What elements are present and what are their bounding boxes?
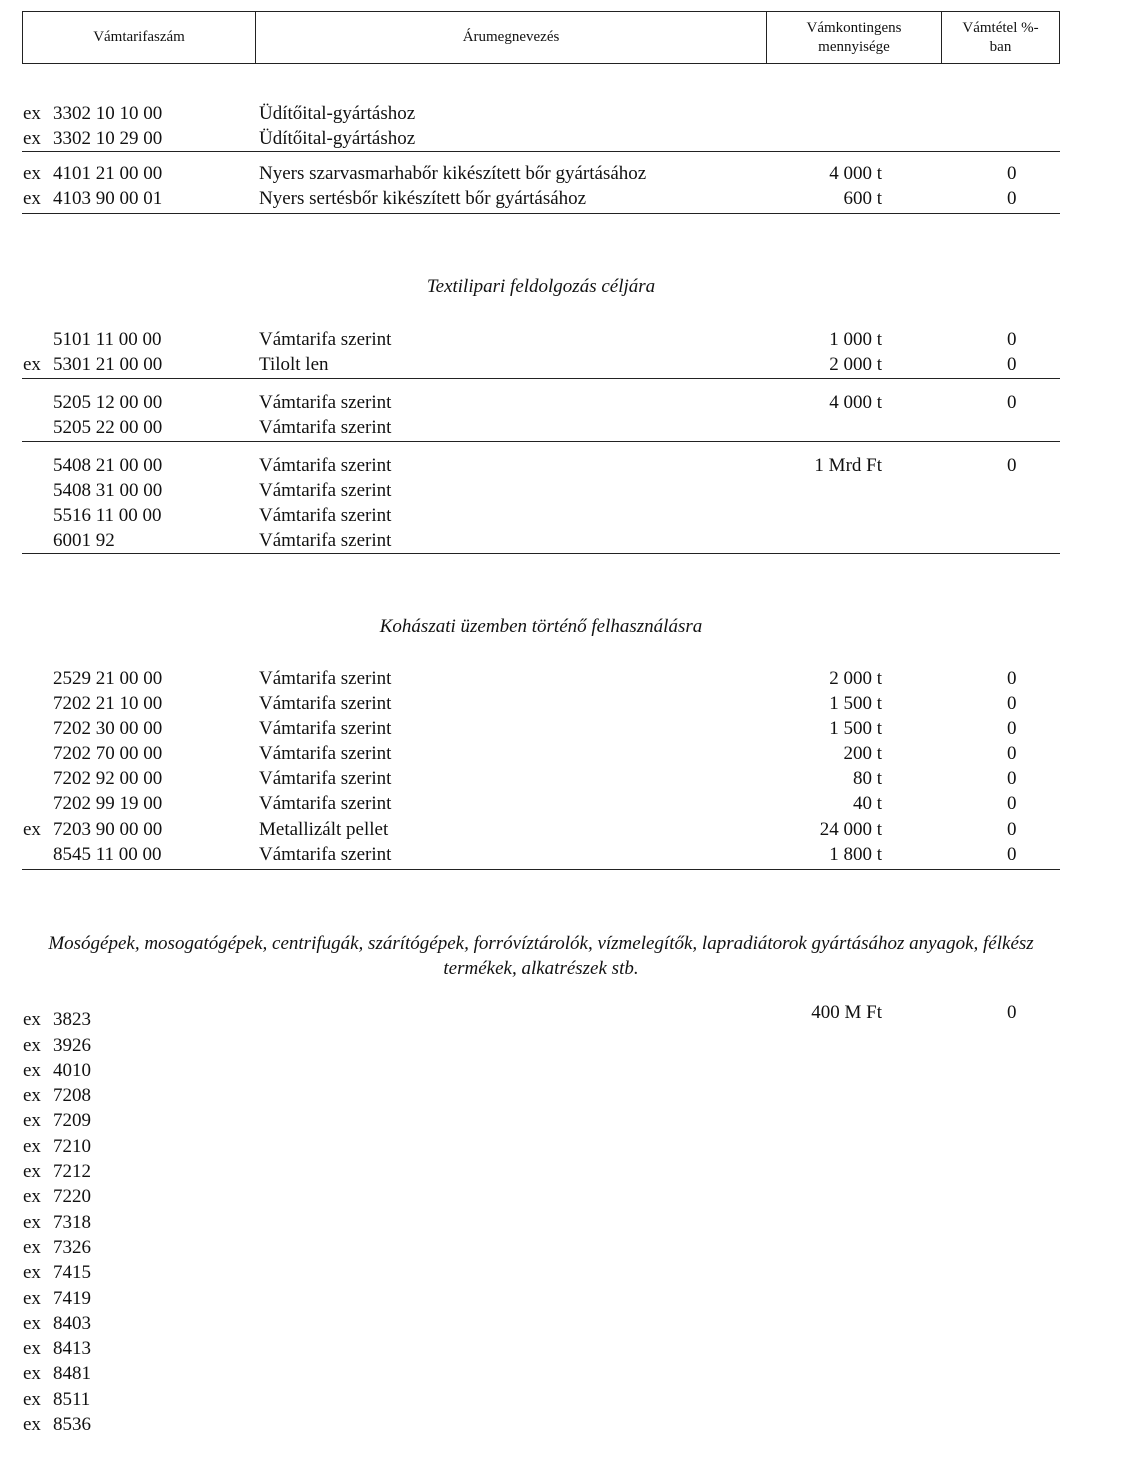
goods-description: Vámtarifa szerint (259, 455, 392, 476)
goods-description: Vámtarifa szerint (259, 743, 392, 764)
duty-rate: 0 (1007, 743, 1017, 764)
table-row (0, 126, 1135, 151)
tariff-code: 7419 (53, 1288, 91, 1309)
duty-rate: 0 (1007, 793, 1017, 814)
tariff-code: 7326 (53, 1237, 91, 1258)
tariff-code: 4103 90 00 01 (53, 188, 163, 209)
quota-quantity: 2 000 t (829, 354, 882, 375)
table-row (0, 1412, 1135, 1437)
tariff-code: 4101 21 00 00 (53, 163, 163, 184)
duty-rate: 0 (1007, 455, 1017, 476)
ex-marker: ex (23, 128, 41, 149)
tariff-code: 2529 21 00 00 (53, 668, 163, 689)
goods-description: Vámtarifa szerint (259, 718, 392, 739)
goods-description: Vámtarifa szerint (259, 768, 392, 789)
table-row (0, 1210, 1135, 1235)
table-row (0, 741, 1135, 766)
tariff-code: 6001 92 (53, 530, 115, 551)
goods-description: Vámtarifa szerint (259, 329, 392, 350)
ex-marker: ex (23, 163, 41, 184)
ex-marker: ex (23, 1414, 41, 1435)
quota-quantity: 24 000 t (819, 819, 882, 840)
duty-rate: 0 (1007, 163, 1017, 184)
duty-rate: 0 (1007, 718, 1017, 739)
table-row (0, 1134, 1135, 1159)
duty-rate: 0 (1007, 844, 1017, 865)
ex-marker: ex (23, 1237, 41, 1258)
table-row (0, 842, 1135, 867)
quota-quantity: 1 800 t (829, 844, 882, 865)
tariff-code: 5205 12 00 00 (53, 392, 163, 413)
divider (22, 378, 1060, 379)
goods-description: Vámtarifa szerint (259, 392, 392, 413)
tariff-code: 7202 30 00 00 (53, 718, 163, 739)
header-duty-rate-label: Vámtétel %-ban (962, 19, 1039, 55)
ex-marker: ex (23, 1009, 41, 1030)
tariff-code: 7202 21 10 00 (53, 693, 163, 714)
tariff-code: 7209 (53, 1110, 91, 1131)
header-quota-quantity-label: Vámkontingens mennyisége (806, 19, 902, 55)
tariff-code: 7210 (53, 1136, 91, 1157)
divider (22, 441, 1060, 442)
goods-description: Vámtarifa szerint (259, 693, 392, 714)
table-row (0, 766, 1135, 791)
table-row (0, 453, 1135, 478)
duty-rate: 0 (1007, 1002, 1017, 1023)
ex-marker: ex (23, 1212, 41, 1233)
tariff-code: 8511 (53, 1389, 91, 1410)
table-row (0, 1361, 1135, 1386)
ex-marker: ex (23, 103, 41, 124)
quota-quantity: 600 t (843, 188, 882, 209)
quota-quantity: 80 t (852, 768, 882, 789)
tariff-code: 3823 (53, 1009, 91, 1030)
divider (22, 553, 1060, 554)
duty-rate: 0 (1007, 693, 1017, 714)
goods-description: Üdítőital-gyártáshoz (259, 103, 416, 124)
table-row (0, 1387, 1135, 1412)
ex-marker: ex (23, 1363, 41, 1384)
tariff-code: 5408 31 00 00 (53, 480, 163, 501)
ex-marker: ex (23, 1186, 41, 1207)
ex-marker: ex (23, 1085, 41, 1106)
ex-marker: ex (23, 1313, 41, 1334)
tariff-code: 7202 92 00 00 (53, 768, 163, 789)
goods-description: Metallizált pellet (259, 819, 389, 840)
ex-marker: ex (23, 1262, 41, 1283)
table-row (0, 1058, 1135, 1083)
table-row (0, 791, 1135, 816)
table-row (0, 817, 1135, 842)
tariff-code: 5101 11 00 00 (53, 329, 162, 350)
table-row (0, 478, 1135, 503)
quota-quantity: 1 500 t (829, 718, 882, 739)
table-row (0, 528, 1135, 553)
section-heading: Textilipari feldolgozás céljára (426, 276, 656, 297)
table-row (0, 1159, 1135, 1184)
quota-quantity: 1 000 t (829, 329, 882, 350)
ex-marker: ex (23, 1389, 41, 1410)
ex-marker: ex (23, 1338, 41, 1359)
section-heading: Kohászati üzemben történő felhasználásra (379, 616, 703, 637)
goods-description: Nyers sertésbőr kikészített bőr gyártásához (259, 188, 587, 209)
table-row (0, 503, 1135, 528)
tariff-code: 8481 (53, 1363, 91, 1384)
section-heading: Mosógépek, mosogatógépek, centrifugák, szárítógépek, forróvíztárolók, vízmelegítők, lapradiátorok gyártásához anyagok, félkész termékek, alkatrészek stb. (48, 933, 1034, 979)
tariff-code: 4010 (53, 1060, 91, 1081)
table-row (0, 1260, 1135, 1285)
ex-marker: ex (23, 1288, 41, 1309)
goods-description: Nyers szarvasmarhabőr kikészített bőr gyártásához (259, 163, 647, 184)
table-row (0, 1108, 1135, 1133)
quota-quantity: 200 t (843, 743, 882, 764)
goods-description: Vámtarifa szerint (259, 793, 392, 814)
ex-marker: ex (23, 819, 41, 840)
table-row (0, 390, 1135, 415)
table-row (0, 186, 1135, 211)
table-header (22, 11, 1060, 64)
header-goods-description: Árumegnevezés (255, 12, 766, 63)
duty-rate: 0 (1007, 188, 1017, 209)
quota-quantity: 1 500 t (829, 693, 882, 714)
ex-marker: ex (23, 1161, 41, 1182)
divider (22, 151, 1060, 152)
table-row (0, 1083, 1135, 1108)
table-row (0, 161, 1135, 186)
ex-marker: ex (23, 1136, 41, 1157)
quota-quantity: 400 M Ft (811, 1002, 882, 1023)
ex-marker: ex (23, 1035, 41, 1056)
goods-description: Vámtarifa szerint (259, 530, 392, 551)
tariff-code: 5205 22 00 00 (53, 417, 163, 438)
header-tariff-number: Vámtarifaszám (93, 29, 185, 45)
tariff-code: 7415 (53, 1262, 91, 1283)
table-row (0, 716, 1135, 741)
ex-marker: ex (23, 1060, 41, 1081)
tariff-code: 7203 90 00 00 (53, 819, 163, 840)
tariff-code: 7318 (53, 1212, 91, 1233)
table-row (0, 101, 1135, 126)
quota-quantity: 4 000 t (829, 392, 882, 413)
tariff-code: 7202 99 19 00 (53, 793, 163, 814)
tariff-code: 5516 11 00 00 (53, 505, 162, 526)
duty-rate: 0 (1007, 329, 1017, 350)
table-row (0, 1311, 1135, 1336)
duty-rate: 0 (1007, 819, 1017, 840)
duty-rate: 0 (1007, 354, 1017, 375)
tariff-code: 8536 (53, 1414, 91, 1435)
duty-rate: 0 (1007, 392, 1017, 413)
tariff-code: 7220 (53, 1186, 91, 1207)
tariff-code: 3926 (53, 1035, 91, 1056)
table-row (0, 1002, 1135, 1032)
quota-quantity: 2 000 t (829, 668, 882, 689)
ex-marker: ex (23, 1110, 41, 1131)
table-row (0, 1286, 1135, 1311)
goods-description: Vámtarifa szerint (259, 417, 392, 438)
goods-description: Vámtarifa szerint (259, 844, 392, 865)
goods-description: Üdítőital-gyártáshoz (259, 128, 416, 149)
table-row (0, 352, 1135, 377)
tariff-code: 7212 (53, 1161, 91, 1182)
header-duty-rate (941, 12, 1059, 63)
quota-quantity: 40 t (852, 793, 882, 814)
table-row (0, 691, 1135, 716)
table-row (0, 1336, 1135, 1361)
tariff-code: 7208 (53, 1085, 91, 1106)
tariff-code: 7202 70 00 00 (53, 743, 163, 764)
divider (22, 213, 1060, 214)
quota-quantity: 4 000 t (829, 163, 882, 184)
duty-rate: 0 (1007, 768, 1017, 789)
ex-marker: ex (23, 354, 41, 375)
tariff-code: 5301 21 00 00 (53, 354, 163, 375)
ex-marker: ex (23, 188, 41, 209)
goods-description: Tilolt len (259, 354, 329, 375)
duty-rate: 0 (1007, 668, 1017, 689)
table-row (0, 1033, 1135, 1058)
quota-quantity: 1 Mrd Ft (814, 455, 882, 476)
goods-description: Vámtarifa szerint (259, 668, 392, 689)
table-row (0, 415, 1135, 440)
header-quota-quantity (766, 12, 941, 63)
table-row (0, 666, 1135, 691)
table-row (0, 1235, 1135, 1260)
tariff-code: 3302 10 29 00 (53, 128, 163, 149)
tariff-code: 8545 11 00 00 (53, 844, 162, 865)
table-row (0, 327, 1135, 352)
tariff-code: 5408 21 00 00 (53, 455, 163, 476)
tariff-code: 3302 10 10 00 (53, 103, 163, 124)
goods-description: Vámtarifa szerint (259, 505, 392, 526)
divider (22, 869, 1060, 870)
tariff-code: 8403 (53, 1313, 91, 1334)
tariff-code: 8413 (53, 1338, 91, 1359)
table-row (0, 1184, 1135, 1209)
goods-description: Vámtarifa szerint (259, 480, 392, 501)
